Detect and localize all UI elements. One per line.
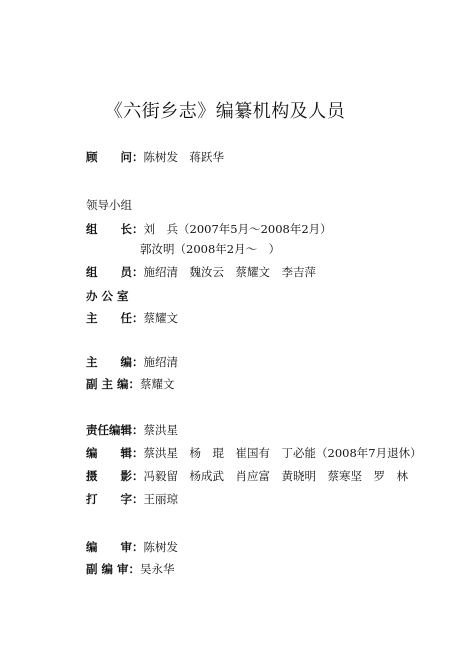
deputy-reviewer-label: 副 编 审： bbox=[86, 562, 141, 576]
responsible-editor-value: 蔡洪星 bbox=[143, 423, 178, 437]
advisor-row bbox=[86, 149, 224, 165]
leading-group-heading: 领导小组 bbox=[86, 198, 132, 212]
reviewer-value: 陈树发 bbox=[143, 540, 178, 554]
deputy-editor-label: 副 主 编： bbox=[86, 377, 141, 391]
deputy-editor-value: 蔡耀文 bbox=[140, 377, 175, 391]
deputy-reviewer-value: 吴永华 bbox=[140, 562, 175, 576]
director-label: 主 任： bbox=[86, 311, 144, 325]
members-row bbox=[86, 264, 316, 280]
members-value: 施绍清 魏汝云 蔡耀文 李吉萍 bbox=[143, 265, 316, 279]
office-heading: 办 公 室 bbox=[86, 289, 129, 303]
deputy-editor-row bbox=[86, 376, 175, 392]
typing-row bbox=[86, 491, 178, 507]
leader2-value: 郭汝明（2008年2月～ ） bbox=[140, 242, 281, 256]
members-label: 组 员： bbox=[86, 265, 144, 279]
chief-editor-value: 施绍清 bbox=[143, 355, 178, 369]
advisor-value: 陈树发 蒋跃华 bbox=[143, 150, 224, 164]
deputy-reviewer-row bbox=[86, 561, 175, 577]
advisor-label: 顾 问： bbox=[86, 150, 144, 164]
responsible-editor-row bbox=[86, 422, 178, 438]
photography-value: 冯毅留 杨成武 肖应富 黄晓明 蔡寒坚 罗 林 bbox=[143, 469, 408, 483]
editors-row bbox=[86, 445, 422, 461]
editors-value: 蔡洪星 杨 琨 崔国有 丁必能（2008年7月退休） bbox=[143, 446, 422, 460]
leader-row bbox=[86, 221, 332, 237]
chief-editor-label: 主 编： bbox=[86, 355, 144, 369]
leader-label: 组 长： bbox=[86, 222, 144, 236]
photography-label: 摄 影： bbox=[86, 469, 144, 483]
leader-value: 刘 兵（2007年5月～2008年2月） bbox=[143, 222, 332, 236]
director-value: 蔡耀文 bbox=[143, 311, 178, 325]
chief-editor-row bbox=[86, 354, 178, 370]
photography-row bbox=[86, 468, 408, 484]
typing-label: 打 字： bbox=[86, 492, 144, 506]
reviewer-label: 编 审： bbox=[86, 540, 144, 554]
page-title: 《六街乡志》编纂机构及人员 bbox=[104, 101, 346, 122]
director-row bbox=[86, 310, 178, 326]
typing-value: 王丽琼 bbox=[143, 492, 178, 506]
reviewer-row bbox=[86, 539, 178, 555]
responsible-editor-label: 责任编辑： bbox=[86, 423, 144, 437]
editors-label: 编 辑： bbox=[86, 446, 144, 460]
